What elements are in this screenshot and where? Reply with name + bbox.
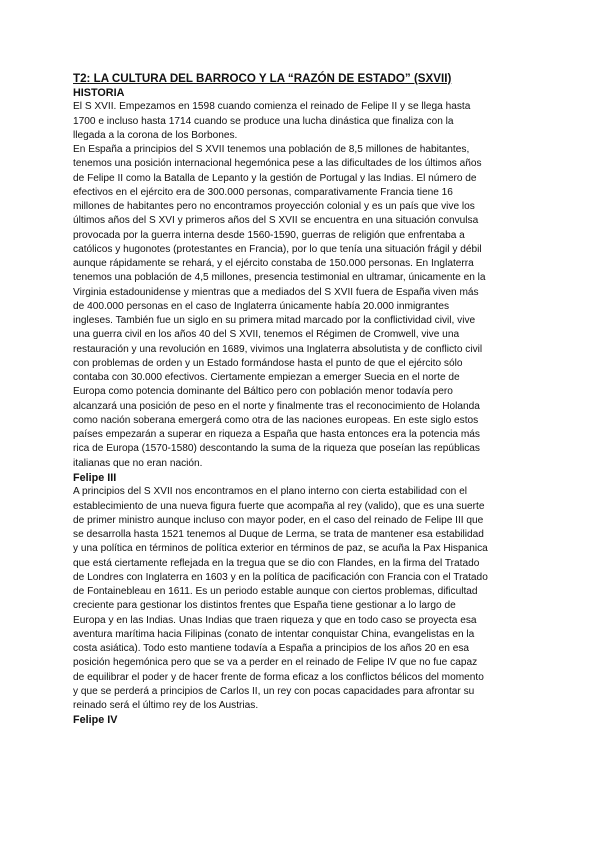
text-line: efectivos en el ejército era de 300.000 personas, comparativamente Francia tiene 16 [73,186,453,198]
text-line: En España a principios del S XVII tenemos una población de 8,5 millones de habitantes, [73,144,470,156]
section-body-felipe-iii [73,485,535,713]
text-line: El S XVII. Empezamos en 1598 cuando comienza el reinado de Felipe II y se llega hasta [73,101,471,113]
text-line: países empezarán a superar en riqueza a España que hasta entonces era la potencia más [73,429,480,441]
text-line: y una política en términos de política exterior en términos de paz, se acuña la Pax Hispanica [73,543,488,555]
section-body-historia [73,100,535,471]
text-line: de Felipe II como la Batalla de Lepanto y la gestión de Portugal y las Indias. El número de [73,172,477,184]
paragraph [73,485,535,713]
text-line: de primer ministro aunque incluso con mayor poder, en el caso del reinado de Felipe III que [73,514,484,526]
text-line: rica de Europa (1570-1580) descontando la suma de la riqueza que poseían las repúblicas [73,443,480,455]
text-line: establecimiento de una nueva figura fuerte que acompaña al rey (valido), que es una suerte [73,500,485,512]
text-line: se desarrolla hasta 1521 tenemos al Duque de Lerma, se trata de mantener esa estabilidad [73,529,484,541]
text-line: que está ciertamente reflejada en la tregua que se dio con Flandes, en la firma del Tratado [73,557,480,569]
paragraph [73,143,535,471]
text-line: como nación soberana emergerá como otra de las naciones europeas. En este siglo estos [73,414,479,426]
text-line: alcanzará una posición de peso en el norte y finalmente tras el reconocimiento de Holanda [73,400,480,412]
text-line: reinado será el último rey de los Austrias. [73,700,259,712]
text-line: costa asiática). Todo esto mantiene todavía a España a principios de los años 20 en esa [73,643,470,655]
text-line: tenemos una población de 4,5 millones, presencia testimonial en ultramar, únicamente en la [73,272,486,284]
text-line: de equilibrar el poder y de hacer frente de forma eficaz a los conflictos bélicos del momento [73,671,484,683]
text-line: Virginia estadounidense y mientras que a mediados del S XVII fuera de España viven más [73,286,479,298]
text-line: tenemos una posición internacional hegemónica pese a las dificultades de los últimos años [73,158,482,170]
text-line: últimos años del S XVI y primeros años del S XVII se encuentra en una situación convulsa [73,215,479,227]
document-page [73,72,535,728]
text-line: ingleses. También fue un siglo en su primera mitad marcado por la conflictividad civil, vive [73,315,476,327]
document-title: T2: LA CULTURA DEL BARROCO Y LA “RAZÓN DE ESTADO” (SXVII) [73,72,452,85]
text-line: católicos y hugonotes (protestantes en Francia), por lo que tenía una situación frágil y débil [73,243,482,255]
text-line: A principios del S XVII nos encontramos en el plano interno con cierta estabilidad con el [73,486,467,498]
text-line: provocada por la guerra interna desde 1560-1590, guerras de religión que enfrentaba a [73,229,465,241]
text-line: aventura marítima hacia Filipinas (conato de intentar conquistar China, evangelistas en la [73,628,475,640]
text-line: Europa como potencia dominante del Báltico pero con población menor todavía pero [73,386,453,398]
text-line: y que se perderá a principios de Carlos II, un rey con pocas capacidades para afrontar su [73,685,475,697]
section-heading-felipe-iv: Felipe IV [73,714,118,727]
text-line: 1700 e incluso hasta 1714 cuando se produce una lucha dinástica que finaliza con la [73,115,454,127]
section-heading-felipe-iii: Felipe III [73,471,117,484]
text-line: con problemas de orden y un Estado formándose hasta el punto de que el ejército sólo [73,357,463,369]
text-line: Europa y en las Indias. Unas Indias que traen riqueza y que en todo caso se proyecta esa [73,614,477,626]
text-line: de Londres con Inglaterra en 1603 y en la política de pacificación con Francia con el Tratado [73,571,488,583]
section-heading-historia: HISTORIA [73,87,125,99]
text-line: de Fontainebleau en 1611. Es un periodo estable aunque con ciertos problemas, dificultad [73,586,478,598]
text-line: restauración y una revolución en 1689, vivimos una Inglaterra absolutista y de conflicto civil [73,343,483,355]
paragraph [73,100,535,143]
text-line: millones de habitantes pero no encontramos proyección colonial y es un país que vive los [73,201,475,213]
text-line: contaba con 30.000 efectivos. Ciertamente empiezan a emerger Suecia en el norte de [73,372,460,384]
text-line: italianas que no eran nación. [73,457,203,469]
text-line: una guerra civil en los años 40 del S XVII, tenemos el Régimen de Cromwell, vive una [73,329,460,341]
text-line: aunque rápidamente se rehará, y el ejército constaba de 150.000 personas. En Inglaterra [73,258,474,270]
text-line: posición hegemónica pero que se va a perder en el reinado de Felipe IV que no fue capaz [73,657,478,669]
text-line: de 400.000 personas en el caso de Inglaterra únicamente había 20.000 inmigrantes [73,300,450,312]
text-line: llegada a la corona de los Borbones. [73,129,238,141]
text-line: creciente para gestionar los distintos frentes que España tiene gestionar a lo largo de [73,600,456,612]
